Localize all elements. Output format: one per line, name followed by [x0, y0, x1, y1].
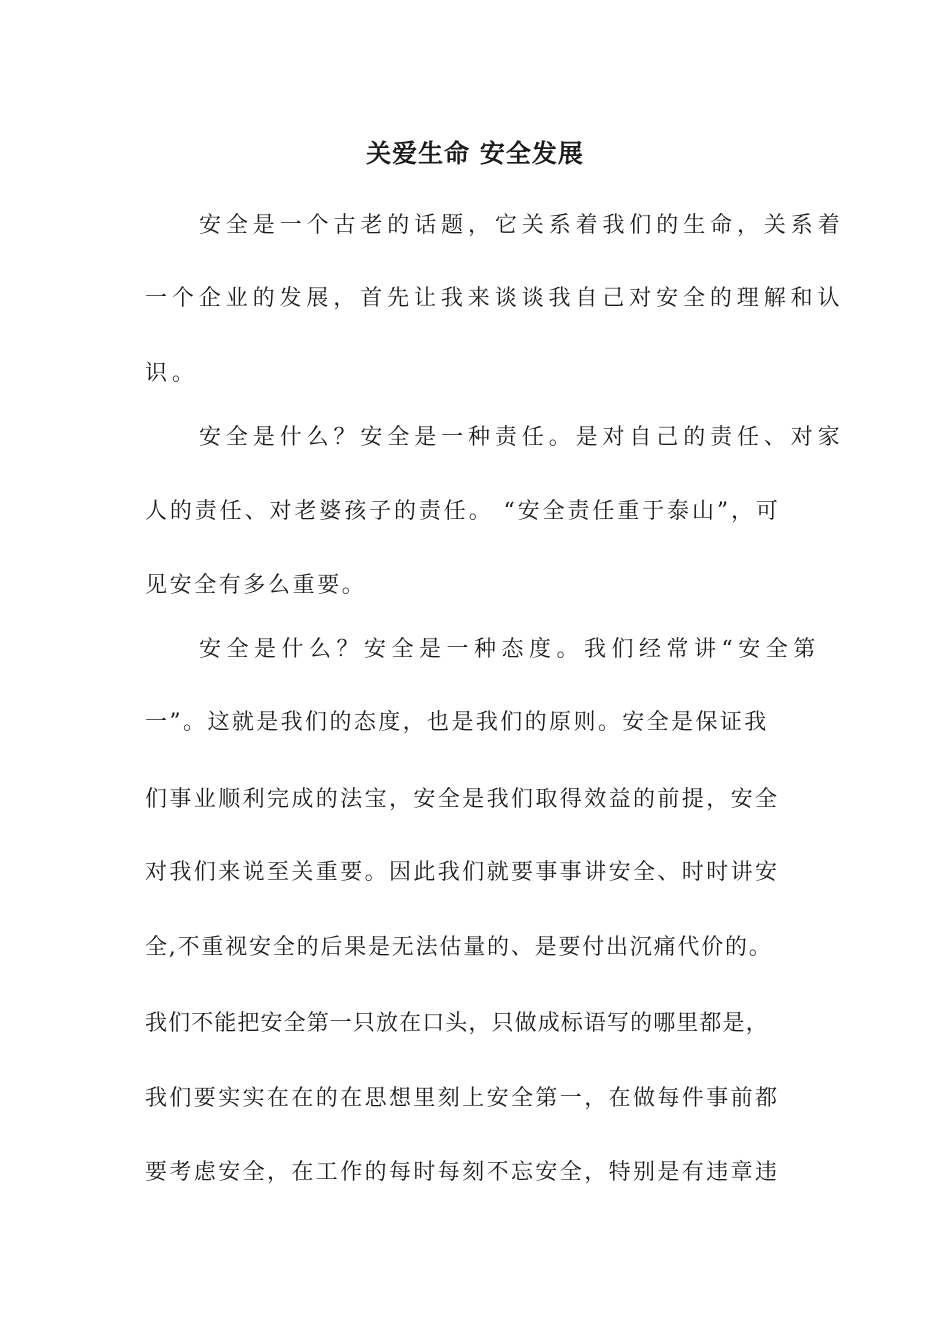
- paragraph-line: 我们不能把安全第一只放在口头，只做成标语写的哪里都是，: [145, 1011, 769, 1036]
- document-title: 关爱生命 安全发展: [366, 139, 584, 168]
- paragraph-line: 一”。这就是我们的态度，也是我们的原则。安全是保证我: [145, 710, 769, 735]
- paragraph-line: 全,不重视安全的后果是无法估量的、是要付出沉痛代价的。: [145, 935, 773, 960]
- paragraph-line: 们事业顺利完成的法宝，安全是我们取得效益的前提，安全: [145, 787, 780, 812]
- paragraph-line: 见安全有多么重要。: [145, 573, 367, 598]
- paragraph-line: 我们要实实在在的在思想里刻上安全第一，在做每件事前都: [145, 1086, 780, 1111]
- paragraph-line: 对我们来说至关重要。因此我们就要事事讲安全、时时讲安: [145, 860, 780, 885]
- paragraph-line: 识。: [145, 361, 199, 386]
- paragraph-line: 安全是什么？安全是一种责任。是对自己的责任、对家: [199, 425, 845, 450]
- paragraph-line: 要考虑安全，在工作的每时每刻不忘安全，特别是有违章违: [145, 1160, 780, 1185]
- paragraph-line: 安全是什么？安全是一种态度。我们经常讲“安全第: [199, 637, 821, 662]
- paragraph-line: 人的责任、对老婆孩子的责任。 “安全责任重于泰山”，可: [145, 499, 781, 524]
- paragraph-line: 安全是一个古老的话题，它关系着我们的生命，关系着: [199, 213, 845, 238]
- paragraph-line: 一个企业的发展，首先让我来谈谈我自己对安全的理解和认: [145, 286, 845, 311]
